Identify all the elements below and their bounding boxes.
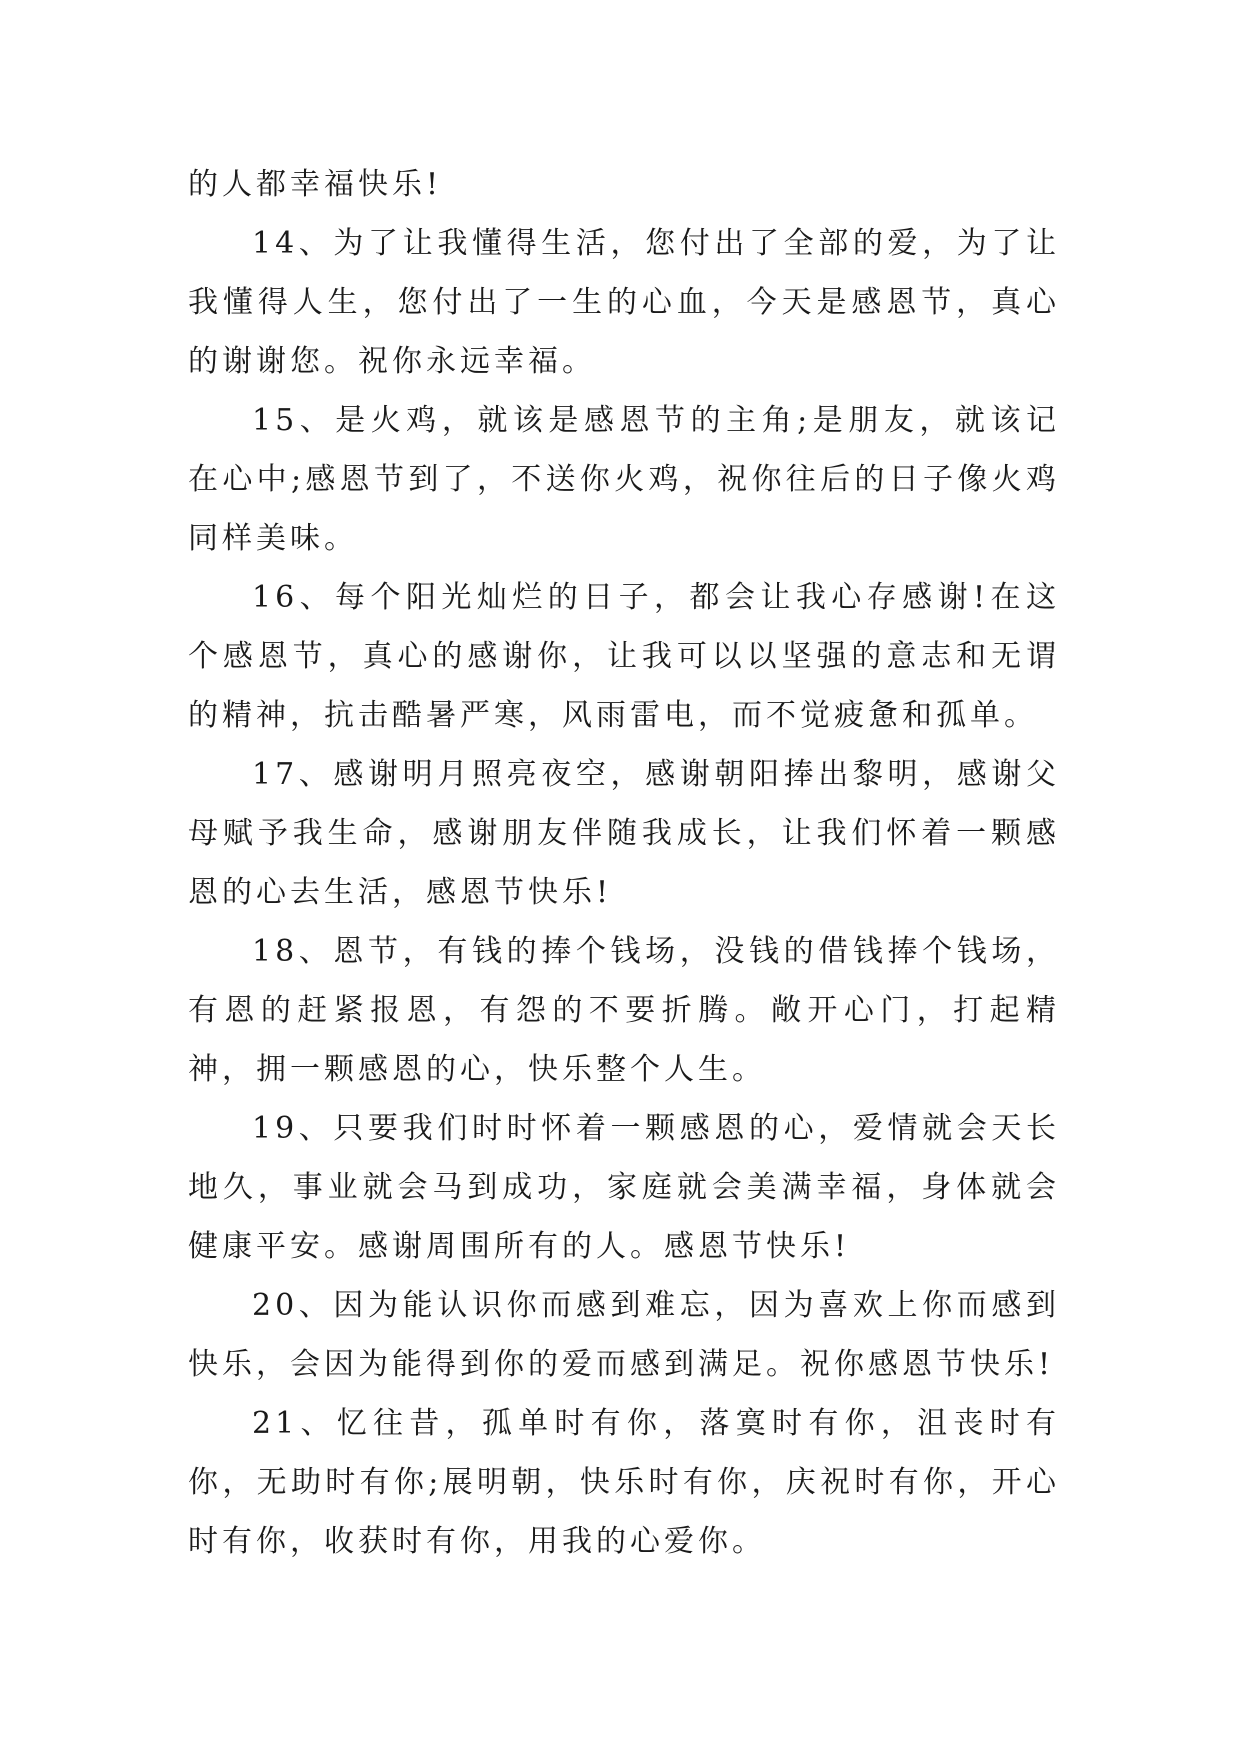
paragraph-15: 15、是火鸡，就该是感恩节的主角;是朋友，就该记在心中;感恩节到了，不送你火鸡，祝你往后的日子像火鸡同样美味。 (188, 403, 1060, 556)
paragraph-16: 16、每个阳光灿烂的日子，都会让我心存感谢!在这个感恩节，真心的感谢你，让我可以以坚强的意志和无谓的精神，抗击酷暑严寒，风雨雷电，而不觉疲惫和孤单。 (188, 580, 1060, 733)
paragraph-21: 21、忆往昔，孤单时有你，落寞时有你，沮丧时有你，无助时有你;展明朝，快乐时有你，庆祝时有你，开心时有你，收获时有你，用我的心爱你。 (188, 1406, 1060, 1559)
paragraph-14: 14、为了让我懂得生活，您付出了全部的爱，为了让我懂得人生，您付出了一生的心血，今天是感恩节，真心的谢谢您。祝你永远幸福。 (188, 226, 1060, 379)
paragraph-13-continuation: 的人都幸福快乐! (188, 167, 443, 202)
paragraph-17: 17、感谢明月照亮夜空，感谢朝阳捧出黎明，感谢父母赋予我生命，感谢朋友伴随我成长，让我们怀着一颗感恩的心去生活，感恩节快乐! (188, 757, 1060, 910)
document-body (188, 155, 1060, 1571)
paragraph-20: 20、因为能认识你而感到难忘，因为喜欢上你而感到快乐，会因为能得到你的爱而感到满足。祝你感恩节快乐! (188, 1288, 1060, 1382)
paragraph-18: 18、恩节，有钱的捧个钱场，没钱的借钱捧个钱场，有恩的赶紧报恩，有怨的不要折腾。敞开心门，打起精神，拥一颗感恩的心，快乐整个人生。 (188, 934, 1060, 1087)
paragraph-19: 19、只要我们时时怀着一颗感恩的心，爱情就会天长地久，事业就会马到成功，家庭就会美满幸福，身体就会健康平安。感谢周围所有的人。感恩节快乐! (188, 1111, 1060, 1264)
